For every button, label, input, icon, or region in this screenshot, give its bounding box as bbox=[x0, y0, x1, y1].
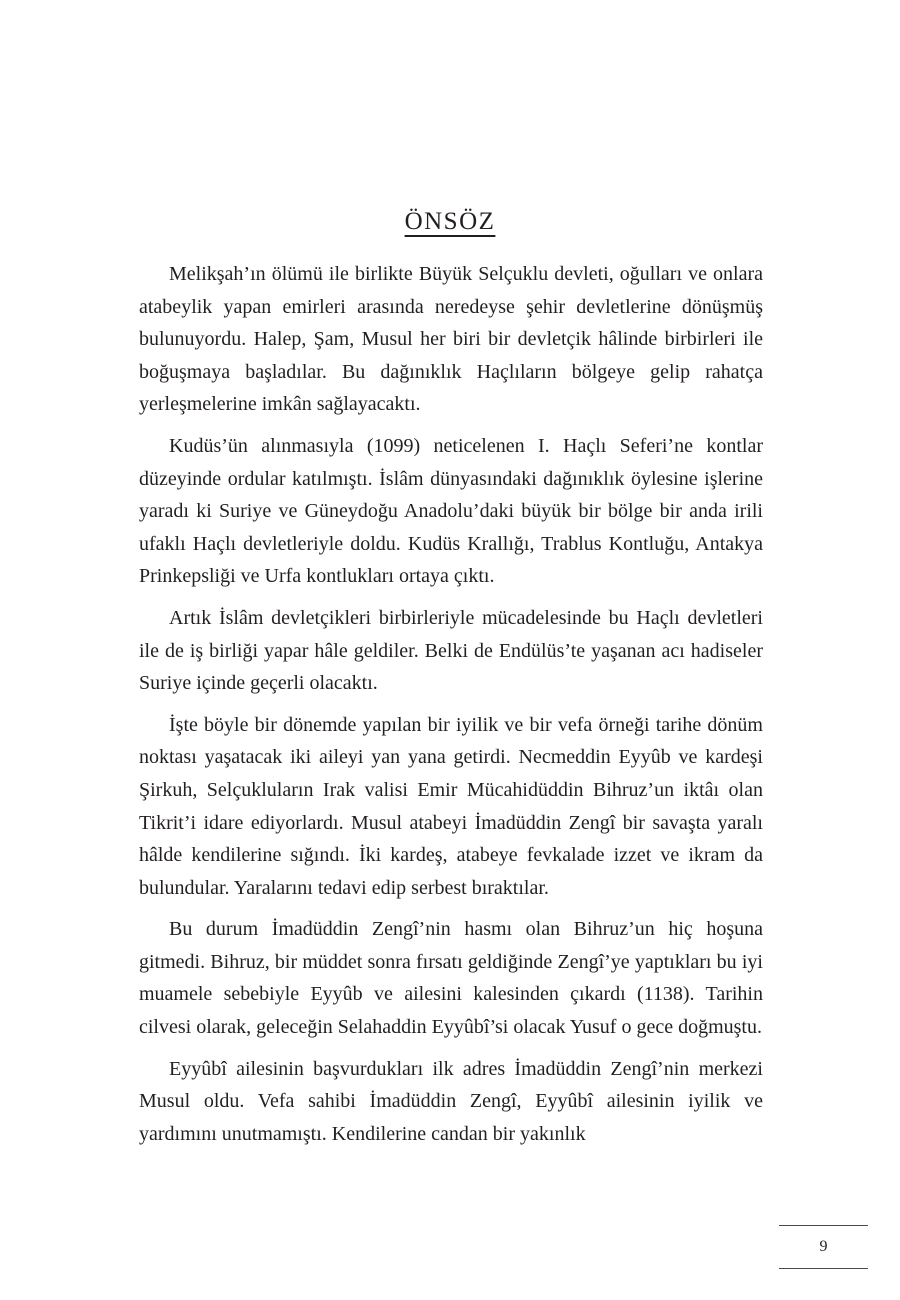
paragraph: Eyyûbî ailesinin başvurdukları ilk adres İmadüddin Zengî’nin merkezi Musul oldu. Vefa sahibi İmadüddin Zengî, Eyyûbî ailesinin iyilik ve yardımını unutmamıştı. Kendilerine candan bir yakınlık bbox=[139, 1057, 763, 1145]
paragraph: Melikşah’ın ölümü ile birlikte Büyük Selçuklu devleti, oğulları ve onlara atabeylik yapan emirleri arasında neredeyse şehir devletlerine dönüşmüş bulunuyordu. Halep, Şam, Musul her biri bir devletçik hâlinde birbirleri ile boğuşmaya başladılar. Bu dağınıklık Haçlıların bölgeye gelip rahatça yerleşmelerine imkân sağlayacaktı. bbox=[139, 263, 763, 416]
footer-rule-top bbox=[779, 1225, 868, 1226]
chapter-title-text: ÖNSÖZ bbox=[404, 208, 496, 235]
body-text bbox=[139, 258, 763, 1159]
footer-rule-bottom bbox=[779, 1268, 868, 1269]
chapter-title bbox=[0, 204, 900, 240]
paragraph: Kudüs’ün alınmasıyla (1099) neticelenen I. Haçlı Seferi’ne kontlar düzeyinde ordular katılmıştı. İslâm dünyasındaki dağınıklık öylesine işlerine yaradı ki Suriye ve Güneydoğu Anadolu’daki büyük bir bölge bir anda irili ufaklı Haçlı devletleriyle doldu. Kudüs Krallığı, Trablus Kontluğu, Antakya Prinkepsliği ve Urfa kontlukları ortaya çıktı. bbox=[139, 434, 763, 588]
paragraph: Artık İslâm devletçikleri birbirleriyle mücadelesinde bu Haçlı devletleri ile de iş birliği yapar hâle geldiler. Belki de Endülüs’te yaşanan acı hadiseler Suriye içinde geçerli olacaktı. bbox=[139, 606, 763, 695]
page-number: 9 bbox=[819, 1238, 828, 1255]
paragraph: Bu durum İmadüddin Zengî’nin hasmı olan Bihruz’un hiç hoşuna gitmedi. Bihruz, bir müddet sonra fırsatı geldiğinde Zengî’ye yaptıkları bu iyi muamele sebebiyle Eyyûb ve ailesini kalesinden çıkardı (1138). Tarihin cilvesi olarak, geleceğin Selahaddin Eyyûbî’si olacak Yusuf o gece doğmuştu. bbox=[139, 918, 763, 1039]
paragraph: İşte böyle bir dönemde yapılan bir iyilik ve bir vefa örneği tarihe dönüm noktası yaşatacak iki aileyi yan yana getirdi. Necmeddin Eyyûb ve kardeşi Şirkuh, Selçukluların Irak valisi Emir Mücahidüddin Bihruz’un iktâı olan Tikrit’i idare ediyorlardı. Musul atabeyi İmadüddin Zengî bir savaşta yaralı hâlde kendilerine sığındı. İki kardeş, atabeye fevkalade izzet ve ikram da bulundular. Yaralarını tedavi edip serbest bıraktılar. bbox=[139, 713, 763, 899]
